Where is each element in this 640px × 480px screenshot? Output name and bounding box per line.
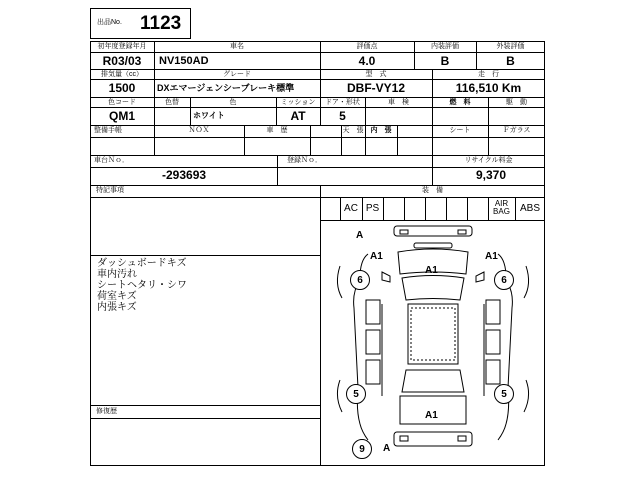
color-value: ホワイト xyxy=(193,111,225,120)
notes-list xyxy=(97,258,187,313)
equipment-airbag: AIR BAG xyxy=(493,199,510,216)
equipment-ps: PS xyxy=(365,203,380,214)
doors-value: 5 xyxy=(339,109,346,123)
displacement-label: 排気量（cc） xyxy=(101,71,143,78)
history-label: 車 歴 xyxy=(266,127,288,134)
color-change-label: 色替 xyxy=(165,99,179,106)
equipment-slot xyxy=(425,197,446,220)
model-value: DBF-VY12 xyxy=(346,81,405,95)
fuel-label: 燃 料 xyxy=(449,99,471,106)
mileage-value: 116,510 Km xyxy=(455,81,522,95)
damage-mark-rear-bumper-left: 9 xyxy=(352,439,372,459)
mileage-label: 走 行 xyxy=(478,71,499,78)
first-reg-value: R03/03 xyxy=(102,54,142,68)
damage-mark-front-bumper: A xyxy=(356,230,364,241)
car-diagram xyxy=(320,220,545,466)
recycle-label: リサイクル料金 xyxy=(464,157,513,164)
equipment-abs: ABS xyxy=(519,203,540,214)
damage-mark-front-left-fender: A1 xyxy=(370,251,383,262)
damage-mark-front-right-fender: A1 xyxy=(485,251,498,262)
exterior-grade-value: B xyxy=(506,54,515,68)
glass-label: Ｆガラス xyxy=(502,127,531,134)
equipment-row xyxy=(0,197,640,220)
seat-label: シート xyxy=(449,127,471,134)
equipment-ac: AC xyxy=(344,203,358,214)
equipment-label: 装 備 xyxy=(422,187,443,194)
damage-mark-rear-bumper: A xyxy=(383,443,391,454)
equipment-slot xyxy=(383,197,404,220)
damage-mark-hood: A1 xyxy=(425,265,438,276)
interior-grade-label: 内装評価 xyxy=(431,43,459,50)
drive-label: 駆 動 xyxy=(506,99,527,106)
lining-label: 内 張 xyxy=(370,127,392,134)
damage-mark-front-left-door: 6 xyxy=(350,270,370,290)
score-value: 4.0 xyxy=(358,54,376,68)
color-label: 色 xyxy=(229,99,237,106)
transmission-label: ミッション xyxy=(280,99,316,106)
note-item: 車内汚れ xyxy=(97,269,137,280)
lot-number: 1123 xyxy=(140,13,182,34)
equipment-slot xyxy=(446,197,467,220)
damage-mark-rear-left-quarter: 5 xyxy=(346,384,366,404)
damage-mark-rear-right-quarter: 5 xyxy=(494,384,514,404)
note-item: 荷室キズ xyxy=(97,291,137,302)
doors-label: ドア・形状 xyxy=(325,99,360,106)
lot-number-label: 出品No. xyxy=(97,19,122,26)
repair-label: 修復歴 xyxy=(96,408,117,415)
equipment-slot xyxy=(467,197,488,220)
model-label: 型 式 xyxy=(365,71,387,78)
note-item: 内張キズ xyxy=(97,302,137,313)
equipment-slot xyxy=(320,197,340,220)
note-item: ダッシュボードキズ xyxy=(97,258,187,269)
nox-label: ＮＯＸ xyxy=(188,127,210,134)
color-code-value: QM1 xyxy=(108,109,135,123)
transmission-value: AT xyxy=(290,109,306,123)
note-item: シートヘタリ・シワ xyxy=(97,280,187,291)
inspection-label: 車 検 xyxy=(388,99,409,106)
chassis-value: -293693 xyxy=(162,168,207,182)
ceiling-label: 天 張 xyxy=(342,127,364,134)
recycle-value: 9,370 xyxy=(476,168,507,182)
damage-mark-front-right-door: 6 xyxy=(494,270,514,290)
grade-value: DXエマージェンシーブレーキ標準 xyxy=(157,83,295,93)
displacement-value: 1500 xyxy=(108,81,136,95)
score-label: 評価点 xyxy=(356,43,378,50)
car-name-label: 車名 xyxy=(230,43,244,50)
chassis-label: 車台Ｎｏ． xyxy=(94,157,129,164)
notes-label: 特記事項 xyxy=(96,187,124,194)
car-name-value: NV150AD xyxy=(159,55,209,67)
grade-label: グレード xyxy=(223,71,251,78)
exterior-grade-label: 外装評価 xyxy=(496,43,525,50)
damage-mark-rear-gate: A1 xyxy=(425,410,438,421)
first-reg-label: 初年度登録年月 xyxy=(97,43,147,50)
maintenance-label: 整備手帳 xyxy=(94,127,122,134)
interior-grade-value: B xyxy=(440,54,450,68)
color-code-label: 色コード xyxy=(108,99,136,106)
equipment-slot xyxy=(404,197,425,220)
reg-no-label: 登録Ｎｏ． xyxy=(287,157,322,164)
